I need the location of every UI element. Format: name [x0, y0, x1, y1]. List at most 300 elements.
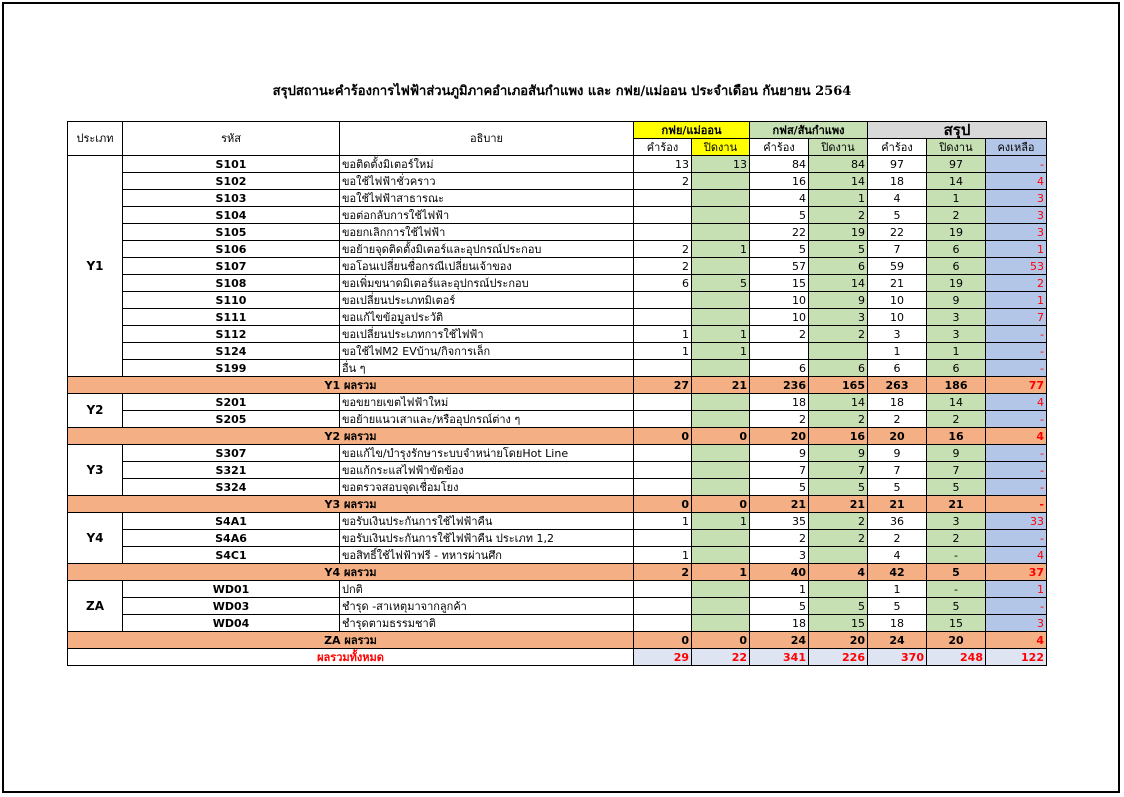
sum-closed-cell: 2: [927, 207, 986, 224]
subtotal-remaining: 37: [986, 564, 1047, 581]
sum-closed-cell: 1: [927, 190, 986, 207]
description-cell: ขอใช้ไฟM2 EVบ้าน/กิจการเล็ก: [340, 343, 634, 360]
description-cell: ขอแก้ไขข้อมูลประวัติ: [340, 309, 634, 326]
subtotal-sum-request: 20: [868, 428, 927, 445]
description-cell: ชำรุด -สาเหตุมาจากลูกค้า: [340, 598, 634, 615]
description-cell: ขอยกเลิกการใช้ไฟฟ้า: [340, 224, 634, 241]
subtotal-label: ZA ผลรวม: [68, 632, 634, 649]
code-cell: S101: [123, 156, 340, 173]
table-row: [68, 343, 1047, 360]
mo-closed-cell: [692, 598, 750, 615]
subtotal-sk-closed: 16: [809, 428, 868, 445]
sk-request-cell: 5: [750, 479, 809, 496]
report-title: สรุปสถานะคำร้องการไฟฟ้าส่วนภูมิภาคอำเภอสันกำแพง และ กฟย/แม่ออน ประจำเดือน กันยายน 2564: [272, 84, 852, 99]
sum-closed-cell: 19: [927, 224, 986, 241]
sk-request-cell: 5: [750, 241, 809, 258]
table-row: [68, 615, 1047, 632]
description-cell: ขอขยายเขตไฟฟ้าใหม่: [340, 394, 634, 411]
mo-closed-cell: [692, 445, 750, 462]
table-row: [68, 462, 1047, 479]
code-cell: WD04: [123, 615, 340, 632]
mo-request-cell: [634, 615, 692, 632]
subtotal-sum-closed: 21: [927, 496, 986, 513]
report-table-body: [68, 122, 1047, 666]
remaining-cell: 1: [986, 292, 1047, 309]
description-cell: ขอสิทธิ์ใช้ไฟฟ้าฟรี - ทหารผ่านศึก: [340, 547, 634, 564]
mo-request-cell: 1: [634, 326, 692, 343]
code-cell: S111: [123, 309, 340, 326]
mo-request-cell: 1: [634, 547, 692, 564]
sk-closed-cell: 14: [809, 173, 868, 190]
sum-request-cell: 6: [868, 360, 927, 377]
sk-closed-cell: 84: [809, 156, 868, 173]
description-cell: ปกติ: [340, 581, 634, 598]
sk-closed-cell: 14: [809, 394, 868, 411]
sum-request-cell: 18: [868, 615, 927, 632]
table-row: [68, 258, 1047, 275]
table-row: [68, 207, 1047, 224]
description-cell: ขอใช้ไฟฟ้าสาธารณะ: [340, 190, 634, 207]
sum-request-cell: 7: [868, 241, 927, 258]
sk-request-cell: 18: [750, 615, 809, 632]
remaining-cell: 7: [986, 309, 1047, 326]
table-row: [68, 581, 1047, 598]
sum-closed-cell: 6: [927, 241, 986, 258]
remaining-cell: 4: [986, 547, 1047, 564]
code-cell: S4A6: [123, 530, 340, 547]
subtotal-remaining: 77: [986, 377, 1047, 394]
table-row: [68, 190, 1047, 207]
subtotal-sk-closed: 165: [809, 377, 868, 394]
sk-request-cell: 5: [750, 598, 809, 615]
code-cell: S110: [123, 292, 340, 309]
subtotal-row: [68, 632, 1047, 649]
remaining-cell: 3: [986, 224, 1047, 241]
sk-request-cell: [750, 343, 809, 360]
mo-request-cell: 2: [634, 258, 692, 275]
subtotal-mo-closed: 0: [692, 428, 750, 445]
code-cell: S102: [123, 173, 340, 190]
category-cell: Y1: [68, 156, 123, 377]
grand-total-sk-request: 341: [750, 649, 809, 666]
sk-closed-cell: 9: [809, 292, 868, 309]
sk-request-cell: 18: [750, 394, 809, 411]
remaining-cell: -: [986, 530, 1047, 547]
subtotal-sum-closed: 16: [927, 428, 986, 445]
remaining-cell: -: [986, 343, 1047, 360]
sk-closed-cell: 7: [809, 462, 868, 479]
sum-request-cell: 1: [868, 343, 927, 360]
sum-closed-cell: 14: [927, 394, 986, 411]
header-remaining: คงเหลือ: [986, 139, 1047, 156]
subtotal-remaining: 4: [986, 632, 1047, 649]
sk-request-cell: 2: [750, 326, 809, 343]
sum-request-cell: 18: [868, 394, 927, 411]
code-cell: S4A1: [123, 513, 340, 530]
mo-closed-cell: [692, 224, 750, 241]
description-cell: ขอรับเงินประกันการใช้ไฟฟ้าคืน ประเภท 1,2: [340, 530, 634, 547]
description-cell: ขอรับเงินประกันการใช้ไฟฟ้าคืน: [340, 513, 634, 530]
header-sk-request: คำร้อง: [750, 139, 809, 156]
code-cell: S307: [123, 445, 340, 462]
remaining-cell: -: [986, 360, 1047, 377]
subtotal-label: Y2 ผลรวม: [68, 428, 634, 445]
mo-request-cell: [634, 445, 692, 462]
remaining-cell: 3: [986, 615, 1047, 632]
table-row: [68, 547, 1047, 564]
mo-closed-cell: [692, 530, 750, 547]
grand-total-label: ผลรวมทั้งหมด: [68, 649, 634, 666]
code-cell: S107: [123, 258, 340, 275]
sum-request-cell: 5: [868, 207, 927, 224]
table-row: [68, 513, 1047, 530]
remaining-cell: 1: [986, 241, 1047, 258]
subtotal-sk-request: 24: [750, 632, 809, 649]
subtotal-sum-request: 42: [868, 564, 927, 581]
subtotal-label: Y1 ผลรวม: [68, 377, 634, 394]
sum-request-cell: 36: [868, 513, 927, 530]
sum-request-cell: 5: [868, 479, 927, 496]
description-cell: ขอเปลี่ยนประเภทการใช้ไฟฟ้า: [340, 326, 634, 343]
mo-closed-cell: [692, 462, 750, 479]
subtotal-mo-request: 0: [634, 496, 692, 513]
sk-closed-cell: 6: [809, 360, 868, 377]
remaining-cell: 2: [986, 275, 1047, 292]
sum-closed-cell: 6: [927, 360, 986, 377]
sum-request-cell: 10: [868, 309, 927, 326]
sk-request-cell: 1: [750, 581, 809, 598]
code-cell: S124: [123, 343, 340, 360]
description-cell: ขอเพิ่มขนาดมิเตอร์และอุปกรณ์ประกอบ: [340, 275, 634, 292]
header-mo-closed: ปิดงาน: [692, 139, 750, 156]
header-sum-closed: ปิดงาน: [927, 139, 986, 156]
category-cell: ZA: [68, 581, 123, 632]
description-cell: อื่น ๆ: [340, 360, 634, 377]
sum-closed-cell: 3: [927, 309, 986, 326]
description-cell: ขอใช้ไฟฟ้าชั่วคราว: [340, 173, 634, 190]
description-cell: ขอต่อกลับการใช้ไฟฟ้า: [340, 207, 634, 224]
sk-closed-cell: [809, 343, 868, 360]
code-cell: S201: [123, 394, 340, 411]
mo-request-cell: [634, 207, 692, 224]
description-cell: ชำรุดตามธรรมชาติ: [340, 615, 634, 632]
description-cell: ขอตรวจสอบจุดเชื่อมโยง: [340, 479, 634, 496]
description-cell: ขอย้ายจุดติดตั้งมิเตอร์และอุปกรณ์ประกอบ: [340, 241, 634, 258]
code-cell: S321: [123, 462, 340, 479]
category-cell: Y3: [68, 445, 123, 496]
mo-request-cell: 2: [634, 173, 692, 190]
sum-request-cell: 21: [868, 275, 927, 292]
remaining-cell: -: [986, 411, 1047, 428]
sk-closed-cell: [809, 581, 868, 598]
subtotal-sk-closed: 4: [809, 564, 868, 581]
subtotal-sk-request: 40: [750, 564, 809, 581]
sk-closed-cell: 19: [809, 224, 868, 241]
subtotal-label: Y4 ผลรวม: [68, 564, 634, 581]
mo-request-cell: [634, 479, 692, 496]
mo-request-cell: 6: [634, 275, 692, 292]
sk-closed-cell: 14: [809, 275, 868, 292]
mo-request-cell: 13: [634, 156, 692, 173]
table-row: [68, 309, 1047, 326]
subtotal-sk-request: 236: [750, 377, 809, 394]
subtotal-sum-request: 263: [868, 377, 927, 394]
grand-total-mo-closed: 22: [692, 649, 750, 666]
mo-closed-cell: 1: [692, 343, 750, 360]
sk-closed-cell: 2: [809, 411, 868, 428]
sum-request-cell: 4: [868, 547, 927, 564]
mo-request-cell: [634, 309, 692, 326]
sum-request-cell: 1: [868, 581, 927, 598]
subtotal-sk-closed: 20: [809, 632, 868, 649]
sk-closed-cell: [809, 547, 868, 564]
sum-closed-cell: -: [927, 547, 986, 564]
description-cell: ขอเปลี่ยนประเภทมิเตอร์: [340, 292, 634, 309]
sum-closed-cell: 9: [927, 292, 986, 309]
table-row: [68, 411, 1047, 428]
remaining-cell: -: [986, 479, 1047, 496]
sk-request-cell: 2: [750, 411, 809, 428]
header-sk-closed: ปิดงาน: [809, 139, 868, 156]
header-type: ประเภท: [68, 122, 123, 156]
sk-closed-cell: 6: [809, 258, 868, 275]
mo-request-cell: [634, 598, 692, 615]
header-row-1: [68, 122, 1047, 139]
sum-closed-cell: -: [927, 581, 986, 598]
code-cell: WD01: [123, 581, 340, 598]
description-cell: ขอโอนเปลี่ยนชื่อกรณีเปลี่ยนเจ้าของ: [340, 258, 634, 275]
sum-request-cell: 2: [868, 530, 927, 547]
sum-closed-cell: 15: [927, 615, 986, 632]
table-row: [68, 156, 1047, 173]
subtotal-mo-closed: 0: [692, 496, 750, 513]
category-cell: Y2: [68, 394, 123, 428]
subtotal-mo-request: 0: [634, 632, 692, 649]
sum-request-cell: 2: [868, 411, 927, 428]
sk-request-cell: 7: [750, 462, 809, 479]
table-row: [68, 292, 1047, 309]
header-sum-request: คำร้อง: [868, 139, 927, 156]
mo-request-cell: [634, 530, 692, 547]
remaining-cell: -: [986, 445, 1047, 462]
grand-total-sum-closed: 248: [927, 649, 986, 666]
table-row: [68, 394, 1047, 411]
sk-closed-cell: 2: [809, 207, 868, 224]
mo-closed-cell: [692, 581, 750, 598]
mo-closed-cell: [692, 207, 750, 224]
sum-closed-cell: 5: [927, 598, 986, 615]
code-cell: S324: [123, 479, 340, 496]
remaining-cell: -: [986, 598, 1047, 615]
sk-request-cell: 5: [750, 207, 809, 224]
subtotal-mo-closed: 1: [692, 564, 750, 581]
sk-closed-cell: 2: [809, 513, 868, 530]
table-row: [68, 224, 1047, 241]
header-code: รหัส: [123, 122, 340, 156]
description-cell: ขอย้ายแนวเสาและ/หรืออุปกรณ์ต่าง ๆ: [340, 411, 634, 428]
table-row: [68, 445, 1047, 462]
sk-request-cell: 9: [750, 445, 809, 462]
remaining-cell: 1: [986, 581, 1047, 598]
mo-closed-cell: [692, 547, 750, 564]
mo-request-cell: [634, 581, 692, 598]
grand-total-row: [68, 649, 1047, 666]
mo-request-cell: 1: [634, 513, 692, 530]
remaining-cell: 53: [986, 258, 1047, 275]
sk-request-cell: 84: [750, 156, 809, 173]
sum-request-cell: 10: [868, 292, 927, 309]
subtotal-row: [68, 377, 1047, 394]
sk-request-cell: 3: [750, 547, 809, 564]
header-mae-on: กฟย/แม่ออน: [634, 122, 750, 139]
subtotal-label: Y3 ผลรวม: [68, 496, 634, 513]
report-table: [67, 121, 1047, 666]
sum-request-cell: 59: [868, 258, 927, 275]
table-row: [68, 241, 1047, 258]
sk-request-cell: 6: [750, 360, 809, 377]
subtotal-row: [68, 496, 1047, 513]
subtotal-sk-request: 21: [750, 496, 809, 513]
sum-request-cell: 4: [868, 190, 927, 207]
mo-request-cell: [634, 394, 692, 411]
mo-request-cell: [634, 224, 692, 241]
sum-request-cell: 9: [868, 445, 927, 462]
mo-closed-cell: 1: [692, 326, 750, 343]
code-cell: S112: [123, 326, 340, 343]
sum-request-cell: 5: [868, 598, 927, 615]
code-cell: S106: [123, 241, 340, 258]
remaining-cell: 4: [986, 394, 1047, 411]
mo-request-cell: [634, 292, 692, 309]
mo-request-cell: [634, 190, 692, 207]
subtotal-sk-request: 20: [750, 428, 809, 445]
subtotal-remaining: 4: [986, 428, 1047, 445]
mo-request-cell: [634, 360, 692, 377]
header-summary: สรุป: [868, 122, 1047, 139]
header-mo-request: คำร้อง: [634, 139, 692, 156]
table-row: [68, 479, 1047, 496]
subtotal-mo-request: 27: [634, 377, 692, 394]
description-cell: ขอแก้กระแสไฟฟ้าขัดข้อง: [340, 462, 634, 479]
remaining-cell: -: [986, 462, 1047, 479]
subtotal-sum-closed: 5: [927, 564, 986, 581]
remaining-cell: -: [986, 156, 1047, 173]
table-row: [68, 275, 1047, 292]
sum-closed-cell: 97: [927, 156, 986, 173]
remaining-cell: 33: [986, 513, 1047, 530]
mo-closed-cell: [692, 411, 750, 428]
mo-closed-cell: [692, 258, 750, 275]
mo-closed-cell: [692, 190, 750, 207]
sum-closed-cell: 2: [927, 530, 986, 547]
subtotal-sum-request: 24: [868, 632, 927, 649]
code-cell: S103: [123, 190, 340, 207]
table-row: [68, 173, 1047, 190]
sk-request-cell: 22: [750, 224, 809, 241]
mo-closed-cell: [692, 292, 750, 309]
sum-request-cell: 3: [868, 326, 927, 343]
remaining-cell: 3: [986, 207, 1047, 224]
code-cell: S105: [123, 224, 340, 241]
subtotal-mo-request: 2: [634, 564, 692, 581]
sk-closed-cell: 5: [809, 241, 868, 258]
table-row: [68, 598, 1047, 615]
sk-request-cell: 57: [750, 258, 809, 275]
sum-request-cell: 22: [868, 224, 927, 241]
remaining-cell: 4: [986, 173, 1047, 190]
sk-request-cell: 35: [750, 513, 809, 530]
sum-closed-cell: 2: [927, 411, 986, 428]
sk-request-cell: 2: [750, 530, 809, 547]
code-cell: S205: [123, 411, 340, 428]
description-cell: ขอติดตั้งมิเตอร์ใหม่: [340, 156, 634, 173]
code-cell: S104: [123, 207, 340, 224]
sum-closed-cell: 3: [927, 326, 986, 343]
grand-total-remaining: 122: [986, 649, 1047, 666]
remaining-cell: -: [986, 326, 1047, 343]
sk-request-cell: 16: [750, 173, 809, 190]
sk-closed-cell: 5: [809, 479, 868, 496]
grand-total-mo-request: 29: [634, 649, 692, 666]
subtotal-row: [68, 428, 1047, 445]
sk-request-cell: 10: [750, 292, 809, 309]
mo-request-cell: 1: [634, 343, 692, 360]
grand-total-sk-closed: 226: [809, 649, 868, 666]
subtotal-mo-request: 0: [634, 428, 692, 445]
subtotal-sum-closed: 20: [927, 632, 986, 649]
subtotal-row: [68, 564, 1047, 581]
sum-closed-cell: 1: [927, 343, 986, 360]
sk-request-cell: 10: [750, 309, 809, 326]
table-row: [68, 360, 1047, 377]
sk-closed-cell: 2: [809, 530, 868, 547]
sum-closed-cell: 7: [927, 462, 986, 479]
subtotal-sum-request: 21: [868, 496, 927, 513]
sk-closed-cell: 1: [809, 190, 868, 207]
remaining-cell: 3: [986, 190, 1047, 207]
sum-closed-cell: 5: [927, 479, 986, 496]
mo-closed-cell: 13: [692, 156, 750, 173]
description-cell: ขอแก้ไข/บำรุงรักษาระบบจำหน่ายโดยHot Line: [340, 445, 634, 462]
sk-closed-cell: 3: [809, 309, 868, 326]
mo-closed-cell: [692, 309, 750, 326]
mo-closed-cell: [692, 479, 750, 496]
mo-request-cell: [634, 411, 692, 428]
subtotal-sk-closed: 21: [809, 496, 868, 513]
header-san-kamphaeng: กฟส/สันกำแพง: [750, 122, 868, 139]
code-cell: S4C1: [123, 547, 340, 564]
subtotal-mo-closed: 0: [692, 632, 750, 649]
sum-closed-cell: 19: [927, 275, 986, 292]
mo-closed-cell: [692, 360, 750, 377]
mo-request-cell: [634, 462, 692, 479]
sum-closed-cell: 14: [927, 173, 986, 190]
sk-request-cell: 4: [750, 190, 809, 207]
table-row: [68, 326, 1047, 343]
sum-closed-cell: 6: [927, 258, 986, 275]
sum-closed-cell: 3: [927, 513, 986, 530]
table-row: [68, 530, 1047, 547]
mo-closed-cell: 1: [692, 241, 750, 258]
sum-closed-cell: 9: [927, 445, 986, 462]
mo-request-cell: 2: [634, 241, 692, 258]
code-cell: S108: [123, 275, 340, 292]
sk-closed-cell: 9: [809, 445, 868, 462]
code-cell: WD03: [123, 598, 340, 615]
mo-closed-cell: [692, 394, 750, 411]
code-cell: S199: [123, 360, 340, 377]
sum-request-cell: 97: [868, 156, 927, 173]
